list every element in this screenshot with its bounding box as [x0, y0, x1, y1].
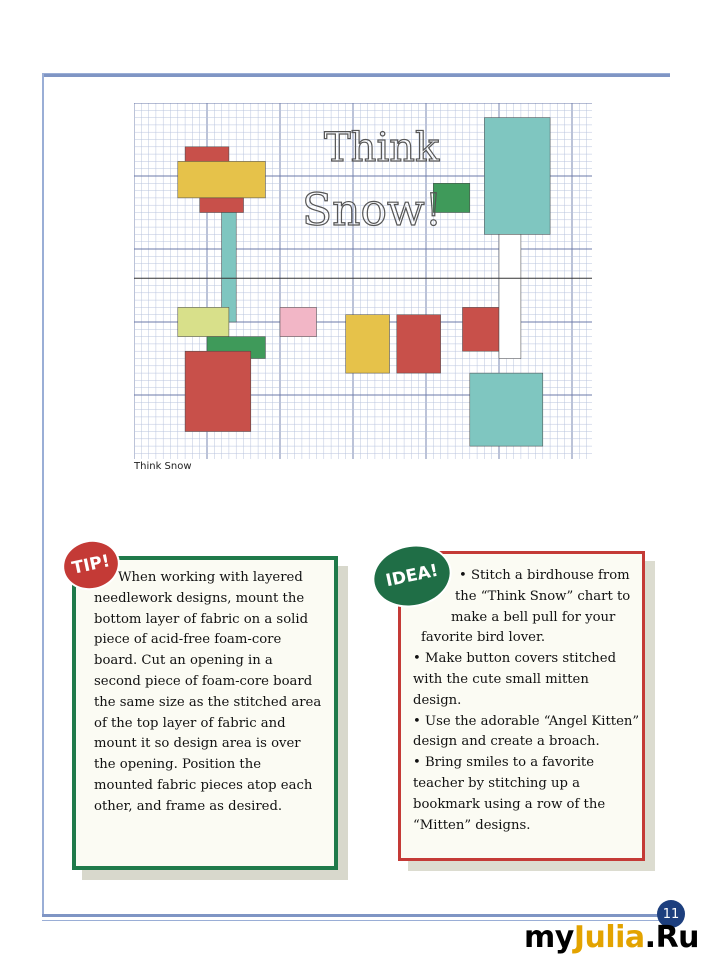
- idea-line: teacher by stitching up a: [413, 775, 581, 791]
- idea-line: “Mitten” designs.: [413, 817, 531, 833]
- birdhouse-tall-pole: [499, 234, 521, 358]
- tip-badge: TIP!: [57, 535, 124, 596]
- tip-line: needlework designs, mount the: [94, 590, 305, 606]
- idea-line: with the cute small mitten: [413, 671, 589, 687]
- mitten-one: [346, 315, 390, 373]
- tip-line: mount it so design area is over: [94, 736, 301, 752]
- idea-line: • Bring smiles to a favorite: [413, 755, 595, 771]
- tip-line: piece of acid-free foam-core: [94, 632, 282, 648]
- birdhouse-base: [200, 198, 244, 213]
- tip-text: [82, 568, 328, 818]
- chart-title-think: Think: [324, 125, 440, 171]
- idea-line: • Make button covers stitched: [413, 651, 617, 667]
- tip-line: board. Cut an opening in a: [94, 653, 273, 669]
- mitten-left-top: [178, 307, 229, 336]
- idea-line: • Use the adorable “Angel Kitten”: [413, 713, 640, 729]
- page-frame-left: [42, 73, 44, 916]
- watermark-part: .Ru: [644, 920, 700, 955]
- cross-stitch-grid: [134, 103, 592, 459]
- birdhouse-pole: [222, 213, 237, 323]
- tip-line: other, and frame as desired.: [94, 798, 283, 814]
- chart-title-snow: Snow!: [302, 185, 443, 236]
- watermark-part: my: [524, 920, 574, 955]
- tip-line: second piece of foam-core board: [94, 673, 313, 689]
- tip-line: the opening. Position the: [94, 757, 262, 773]
- birdhouse-tall-right: [484, 118, 550, 235]
- tip-line: the same size as the stitched area: [94, 694, 322, 710]
- tip-line: When working with layered: [118, 570, 303, 585]
- idea-line: favorite bird lover.: [421, 630, 546, 646]
- tip-line: of the top layer of fabric and: [94, 715, 286, 731]
- mitten-three: [463, 307, 500, 351]
- cross-stitch-chart: [134, 103, 592, 459]
- idea-line: bookmark using a row of the: [413, 796, 606, 812]
- tip-line: mounted fabric pieces atop each: [94, 777, 313, 793]
- page-frame-bottom: [42, 914, 670, 917]
- mitten-two: [397, 315, 441, 373]
- idea-badge: IDEA!: [366, 537, 457, 614]
- watermark-part: Julia: [573, 920, 645, 955]
- tip-box: [72, 556, 338, 870]
- chart-caption: Think Snow: [134, 461, 192, 472]
- heart-ornament: [280, 307, 317, 336]
- idea-text: [413, 566, 639, 836]
- flowerpot-right: [470, 373, 543, 446]
- page-frame-top: [42, 73, 670, 77]
- idea-line: • Stitch a birdhouse from: [459, 568, 630, 583]
- tip-line: bottom layer of fabric on a solid: [94, 611, 309, 627]
- flowerpot-left: [185, 351, 251, 431]
- watermark-logo: [524, 920, 699, 955]
- idea-line: design and create a broach.: [413, 734, 600, 750]
- idea-line: make a bell pull for your: [451, 609, 616, 625]
- birdhouse-body: [178, 161, 266, 198]
- idea-line: the “Think Snow” chart to: [455, 588, 631, 604]
- idea-line: design.: [413, 692, 462, 708]
- page-number: 11: [657, 900, 685, 928]
